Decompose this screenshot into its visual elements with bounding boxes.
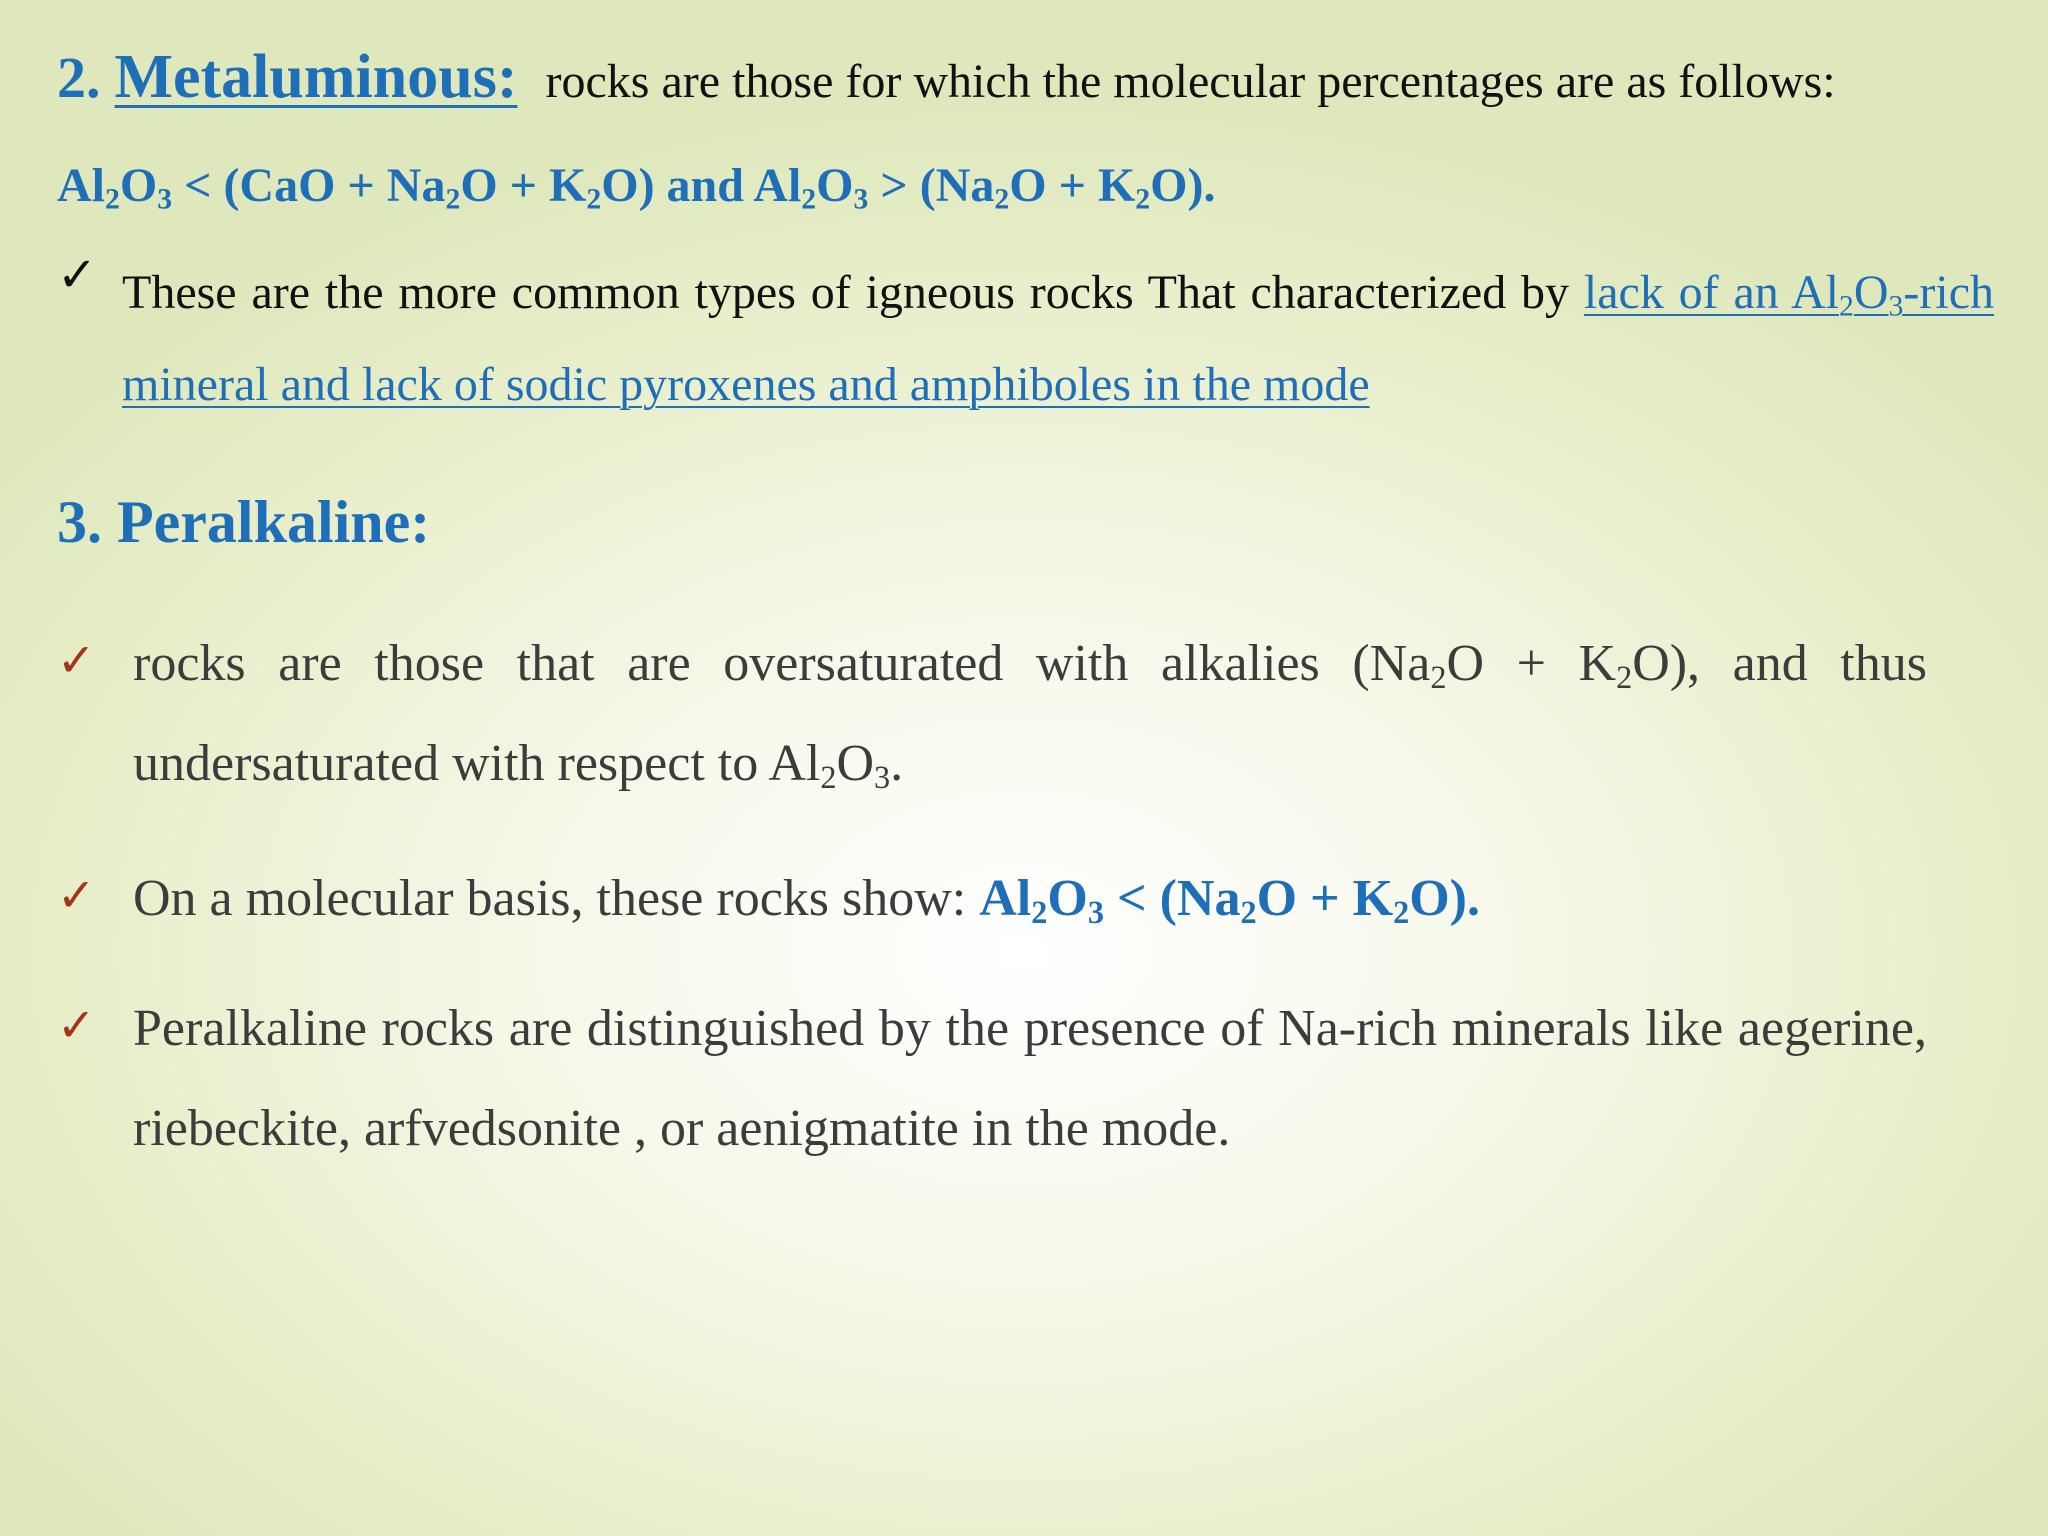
checkmark-icon: ✓	[57, 635, 96, 686]
checkmark-icon: ✓	[57, 870, 96, 921]
section-title: Metaluminous:	[114, 43, 518, 111]
section-2-heading	[57, 42, 1836, 113]
checkmark-icon: ✓	[57, 1000, 96, 1051]
section-description: rocks are those for which the molecular percentages are as follows:	[545, 55, 1836, 108]
checkmark-icon: ✓	[57, 249, 98, 302]
peralkaline-bullet-2: On a molecular basis, these rocks show: $Al_2O_3 < (Na_2O + K_2O)$.	[133, 870, 1480, 931]
peralkaline-bullet-3: Peralkaline rocks are distinguished by the presence of Na-rich minerals like aegerine, riebeckite, arfvedsonite , or aenigmatite in the mode.	[133, 1000, 1927, 1157]
section-3-heading: 3. Peralkaline:	[57, 489, 431, 555]
metaluminous-bullet: These are the more common types of igneous rocks That characterized by lack of an $Al_2O_3$-rich mineral and lack of sodic pyroxenes and amphiboles in the mode	[122, 266, 1995, 411]
section-number: 2.	[57, 45, 101, 110]
peralkaline-bullet-1: rocks are those that are oversaturated with alkalies $(Na_2O + K_2O)$, and thus undersaturated with respect to $Al_2O_3$.	[133, 635, 1927, 796]
metaluminous-formula: $Al_2O_3 < (CaO + Na_2O + K_2O)$ and $Al_2O_3 > (Na_2O + K_2O)$.	[57, 159, 1216, 216]
characterization-link[interactable]: lack of an $Al_2O_3$-rich mineral and lack of sodic pyroxenes and amphiboles in the mode	[122, 266, 1995, 411]
peralkaline-formula: $Al_2O_3 < (Na_2O + K_2O)$.	[979, 870, 1480, 931]
